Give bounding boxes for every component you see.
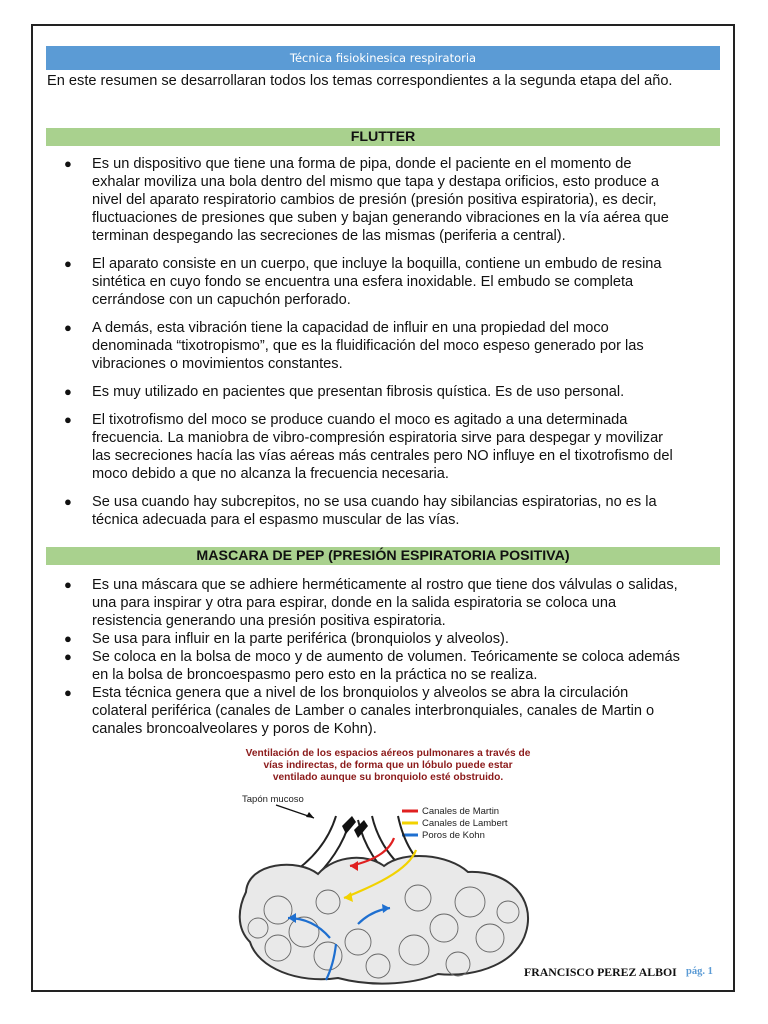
list-item: ● Esta técnica genera que a nivel de los bronquiolos y alveolos se abra la circulación colateral periférica (canales de Lamber o canales interbronquiales, canales de Martin o canales broncoalveolares y poros de Kohn). — [64, 685, 655, 737]
bullet-icon: ● — [64, 384, 72, 399]
bullet-icon: ● — [64, 649, 72, 664]
footer-page-number: pág. 1 — [686, 966, 713, 977]
bullet-icon: ● — [64, 685, 72, 700]
figure-caption — [246, 748, 531, 783]
flutter-list — [64, 155, 724, 529]
pep-list — [64, 576, 724, 738]
bullet-icon: ● — [64, 156, 72, 171]
plug-pointer-arrowhead — [306, 812, 314, 818]
list-item: ● A demás, esta vibración tiene la capacidad de influir en una propiedad del moco denominada “tixotropismo”, que es la fluidificación del moco espeso generado por las vibraciones o movimientos constantes. — [64, 320, 644, 372]
svg-text:Canales de Martin: Canales de Martin — [422, 806, 500, 817]
list-item: ● Se coloca en la bolsa de moco y de aumento de volumen. Teóricamente se coloca además en la bolsa de broncoespasmo pero esto en la práctica no se realiza. — [64, 649, 680, 683]
document-header — [46, 46, 720, 70]
list-item: ● El tixotrofismo del moco se produce cuando el moco es agitado a una determinada frecuencia. La maniobra de vibro-compresión espiratoria sirve para despegar y movilizar las secreciones hacía las vías aéreas más centrales pero NO influye en el tixotrofismo del moco debido a que no alcanza la frecuencia necesaria. — [64, 412, 673, 482]
plug-label: Tapón mucoso — [242, 794, 304, 805]
list-item: ● Se usa cuando hay subcrepitos, no se usa cuando hay sibilancias espiratorias, no es la técnica adecuada para el espasmo muscular de las vías. — [64, 494, 657, 528]
bullet-icon: ● — [64, 494, 72, 509]
bullet-icon: ● — [64, 631, 72, 646]
footer-author: FRANCISCO PEREZ ALBOI — [524, 965, 677, 979]
intro-paragraph: En este resumen se desarrollaran todos los temas correspondientes a la segunda etapa del año. — [47, 73, 673, 89]
svg-text:vías indirectas, de forma que: vías indirectas, de forma que un lóbulo puede estar — [263, 760, 513, 771]
header-title: Técnica fisiokinesica respiratoria — [289, 51, 477, 65]
list-item: ● Se usa para influir en la parte periférica (bronquiolos y alveolos). — [64, 631, 509, 647]
list-item: ● Es una máscara que se adhiere herméticamente al rostro que tiene dos válvulas o salidas, una para inspirar y otra para espirar, donde en la salida espiratoria se coloca una resistencia generando una presión positiva espiratoria. — [64, 577, 678, 629]
list-item: ● El aparato consiste en un cuerpo, que incluye la boquilla, contiene un embudo de resina sintética en cuyo fondo se encuentra una esfera inoxidable. El embudo se completa cerrándose con un capuchón perforado. — [64, 256, 662, 308]
bullet-icon: ● — [64, 256, 72, 271]
figure-legend — [402, 806, 508, 841]
bullet-icon: ● — [64, 320, 72, 335]
section-title-flutter: FLUTTER — [46, 128, 720, 146]
svg-text:Ventilación de los espacios aé: Ventilación de los espacios aéreos pulmonares a través de — [245, 748, 531, 759]
bullet-icon: ● — [64, 412, 72, 427]
alveolar-cluster — [240, 856, 528, 984]
list-item: ● Es muy utilizado en pacientes que presentan fibrosis quística. Es de uso personal. — [64, 384, 625, 400]
svg-text:Poros de Kohn: Poros de Kohn — [422, 830, 485, 841]
lung-ventilation-figure — [218, 742, 548, 988]
svg-text:Canales de Lambert: Canales de Lambert — [422, 818, 508, 829]
mucus-plug — [342, 816, 356, 834]
mucus-plug — [354, 820, 368, 838]
bullet-icon: ● — [64, 577, 72, 592]
svg-text:ventilado aunque su bronquiolo: ventilado aunque su bronquiolo esté obstruido. — [272, 772, 504, 783]
section-title-pep: MASCARA DE PEP (PRESIÓN ESPIRATORIA POSITIVA) — [46, 547, 720, 565]
list-item: ● Es un dispositivo que tiene una forma de pipa, donde el paciente en el momento de exhalar moviliza una bola dentro del mismo que tapa y destapa orificios, esto produce a nivel del aparato respiratorio cambios de presión (presión positiva espiratoria), es decir, fluctuaciones de presiones que suben y bajan generando vibraciones en la vía aérea que terminan despegando las secreciones de las mismas (periferia a central). — [64, 156, 669, 244]
